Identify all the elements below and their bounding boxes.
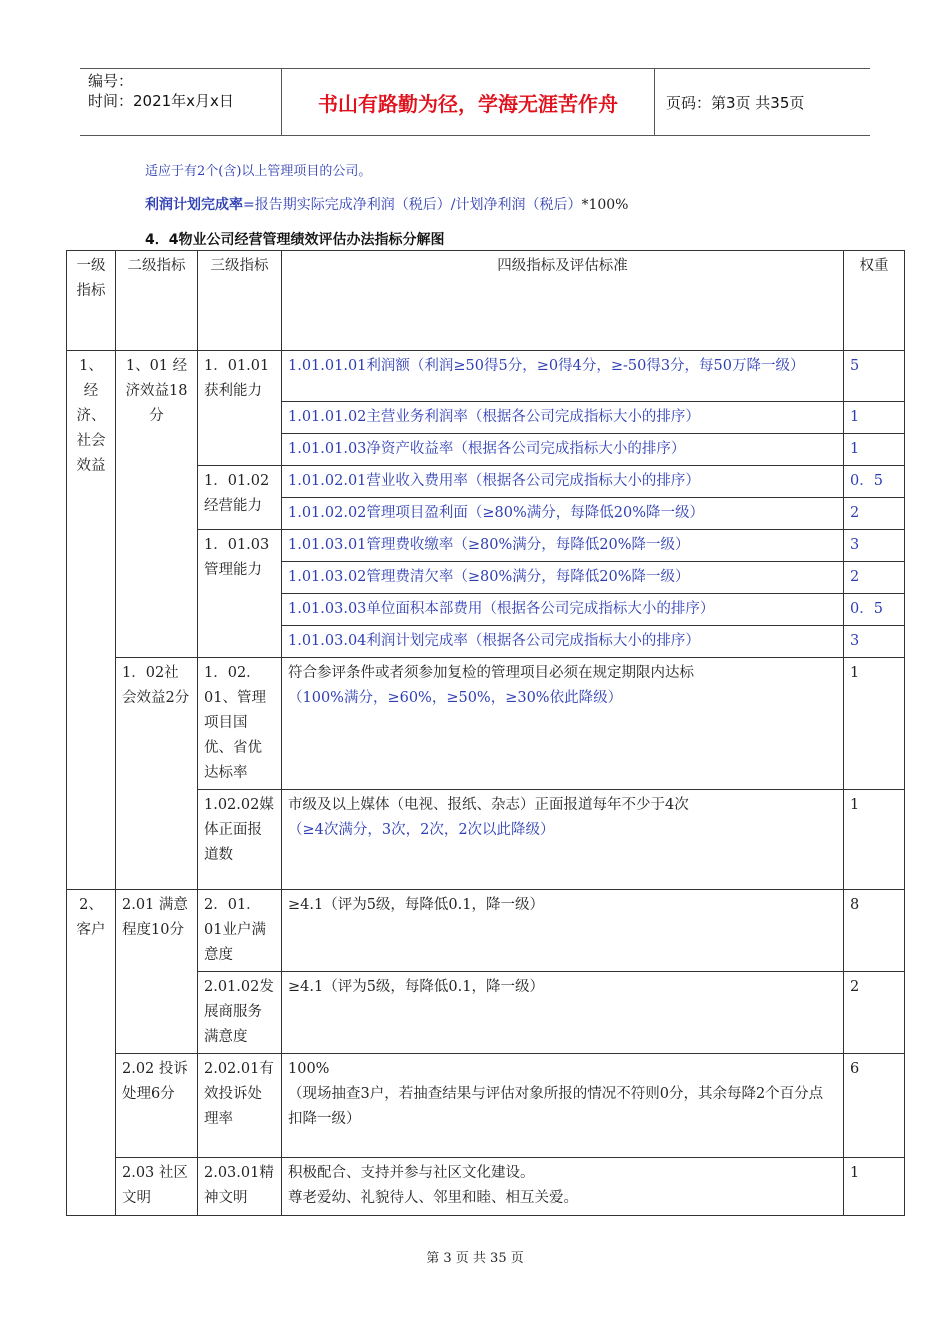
- header-level4: 四级指标及评估标准: [282, 251, 844, 351]
- profit-formula: [145, 194, 628, 214]
- level3-spiritual-civility: 2.03.01精神文明: [198, 1158, 282, 1216]
- section-title: 4．4物业公司经营管理绩效评估办法指标分解图: [145, 232, 445, 248]
- weight-cell: 2: [844, 498, 905, 530]
- level3-developer-satisfaction: 2.01.02发展商服务满意度: [198, 972, 282, 1054]
- formula-equation: =报告期实际完成净利润（税后）/计划净利润（税后）: [243, 197, 582, 213]
- level3-profitability: 1．01.01获利能力: [198, 351, 282, 466]
- indicator-table: [66, 250, 905, 1216]
- level3-media-reports: 1.02.02媒体正面报道数: [198, 790, 282, 890]
- level4-cell: 1.01.01.02主营业务利润率（根据各公司完成指标大小的排序）: [282, 402, 844, 434]
- weight-cell: 5: [844, 351, 905, 402]
- page-header: [80, 68, 870, 136]
- level4-cell: [282, 1158, 844, 1216]
- weight-cell: 8: [844, 890, 905, 972]
- level4-cell: 1.01.03.04利润计划完成率（根据各公司完成指标大小的排序）: [282, 626, 844, 658]
- weight-cell: 0．5: [844, 466, 905, 498]
- weight-cell: 1: [844, 1158, 905, 1216]
- level2-satisfaction: 2.01 满意程度10分: [116, 890, 198, 1054]
- criterion-scale: （100%满分，≥60%，≥50%，≥30%依此降级）: [288, 690, 623, 706]
- weight-cell: 1: [844, 402, 905, 434]
- level4-cell: 1.01.02.01营业收入费用率（根据各公司完成指标大小的排序）: [282, 466, 844, 498]
- table-row: [67, 658, 905, 790]
- level4-cell: 1.01.03.01管理费收缴率（≥80%满分，每降低20%降一级）: [282, 530, 844, 562]
- weight-cell: 6: [844, 1054, 905, 1158]
- level4-cell: 1.01.02.02管理项目盈利面（≥80%满分，每降低20%降一级）: [282, 498, 844, 530]
- criterion-text: 市级及以上媒体（电视、报纸、杂志）正面报道每年不少于4次: [288, 797, 689, 813]
- level2-civility: 2.03 社区文明: [116, 1158, 198, 1216]
- header-motto: 书山有路勤为径，学海无涯苦作舟: [282, 69, 655, 135]
- doc-time: 时间：2021年x月x日: [88, 92, 234, 110]
- table-row: [67, 351, 905, 402]
- header-level3: 三级指标: [198, 251, 282, 351]
- table-row: [67, 890, 905, 972]
- weight-cell: 1: [844, 434, 905, 466]
- criterion-note: （现场抽查3户，若抽查结果与评估对象所报的情况不符则0分，其余每降2个百分点扣降一级）: [288, 1086, 824, 1127]
- level4-cell: 1.01.03.02管理费清欠率（≥80%满分，每降低20%降一级）: [282, 562, 844, 594]
- weight-cell: 3: [844, 626, 905, 658]
- table-row: [67, 1054, 905, 1158]
- level2-complaints: 2.02 投诉处理6分: [116, 1054, 198, 1158]
- level4-cell: ≥4.1（评为5级，每降低0.1，降一级）: [282, 972, 844, 1054]
- weight-cell: 1: [844, 790, 905, 890]
- weight-cell: 3: [844, 530, 905, 562]
- criterion-text: 符合参评条件或者须参加复检的管理项目必须在规定期限内达标: [288, 665, 694, 681]
- header-left: [80, 69, 282, 135]
- level1-economic-social: 1、经济、社会效益: [67, 351, 116, 890]
- level4-cell: [282, 658, 844, 790]
- scope-note: 适应于有2个(含)以上管理项目的公司。: [145, 164, 372, 179]
- level2-economic: 1、01 经济效益18分: [116, 351, 198, 658]
- weight-cell: 2: [844, 972, 905, 1054]
- weight-cell: 2: [844, 562, 905, 594]
- criterion-text: 尊老爱幼、礼貌待人、邻里和睦、相互关爱。: [288, 1190, 578, 1206]
- header-page-code: 页码：第3页 共35页: [666, 93, 805, 112]
- formula-percent: *100%: [581, 197, 629, 213]
- level4-cell: ≥4.1（评为5级，每降低0.1，降一级）: [282, 890, 844, 972]
- level3-operating: 1．01.02经营能力: [198, 466, 282, 530]
- level1-customer: 2、客户: [67, 890, 116, 1216]
- weight-cell: 0．5: [844, 594, 905, 626]
- doc-number: 编号：: [88, 72, 134, 90]
- criterion-text: 积极配合、支持并参与社区文化建设。: [288, 1165, 535, 1181]
- level2-social: 1．02社会效益2分: [116, 658, 198, 890]
- level4-cell: [282, 790, 844, 890]
- header-weight: 权重: [844, 251, 905, 351]
- level4-cell: 1.01.03.03单位面积本部费用（根据各公司完成指标大小的排序）: [282, 594, 844, 626]
- level3-owner-satisfaction: 2．01．01业户满意度: [198, 890, 282, 972]
- header-level2: 二级指标: [116, 251, 198, 351]
- level4-cell: 1.01.01.03净资产收益率（根据各公司完成指标大小的排序）: [282, 434, 844, 466]
- level4-cell: 1.01.01.01利润额（利润≥50得5分，≥0得4分，≥-50得3分，每50万降一级）: [282, 351, 844, 402]
- criterion-scale: （≥4次满分，3次，2次，2次以此降级）: [288, 822, 555, 838]
- page-footer: 第 3 页 共 35 页: [426, 1251, 524, 1266]
- formula-term: 利润计划完成率: [145, 197, 243, 213]
- table-header-row: [67, 251, 905, 351]
- criterion-text: 100%: [288, 1061, 330, 1077]
- level3-complaint-rate: 2.02.01有效投诉处理率: [198, 1054, 282, 1158]
- level3-management: 1．01.03管理能力: [198, 530, 282, 658]
- table-row: [67, 1158, 905, 1216]
- level3-standard-rate: 1．02．01、管理项目国优、省优达标率: [198, 658, 282, 790]
- weight-cell: 1: [844, 658, 905, 790]
- header-level1: 一级指标: [67, 251, 116, 351]
- level4-cell: [282, 1054, 844, 1158]
